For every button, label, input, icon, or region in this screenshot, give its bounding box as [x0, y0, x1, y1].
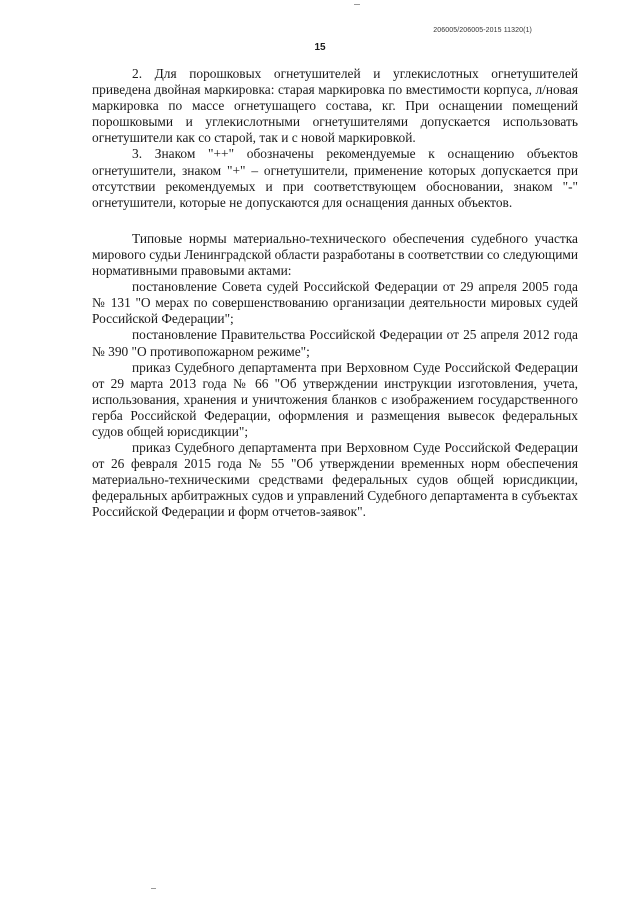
- act-item: постановление Совета судей Российской Федерации от 29 апреля 2005 года № 131 "О мерах по совершенствованию организации деятельности мировых судей Российской Федерации";: [92, 279, 578, 327]
- page-number: 15: [314, 42, 326, 53]
- act-item: приказ Судебного департамента при Верховном Суде Российской Федерации от 29 марта 2013 года № 66 "Об утверждении инструкции изготовления, учета, использования, хранения и уничтожения бланков с изображением государственного герба Российской Федерации, оформления и размещения вывесок федеральных судов общей юрисдикции";: [92, 359, 578, 439]
- act-item: приказ Судебного департамента при Верховном Суде Российской Федерации от 26 февраля 2015 года № 55 "Об утверждении временных норм обеспечения материально-техническими средствами федеральных судов общей юрисдикции, федеральных арбитражных судов и управлений Судебного департамента в субъектах Российской Федерации и форм отчетов-заявок".: [92, 440, 578, 520]
- document-id: 206005/206005-2015 11320(1): [433, 27, 532, 34]
- document-body: [92, 66, 578, 521]
- note-paragraph-3: 3. Знаком "++" обозначены рекомендуемые к оснащению объектов огнетушители, знаком "+" – огнетушители, применение которых допускается при отсутствии рекомендуемых и при соответствующем обосновании, знаком "-" огнетушители, которые не допускаются для оснащения данных объектов.: [92, 146, 578, 210]
- scan-mark: [151, 888, 156, 889]
- act-item: постановление Правительства Российской Федерации от 25 апреля 2012 года № 390 "О противопожарном режиме";: [92, 327, 578, 359]
- intro-paragraph: Типовые нормы материально-технического обеспечения судебного участка мирового судьи Ленинградской области разработаны в соответствии со следующими нормативными правовыми актами:: [92, 230, 578, 279]
- note-paragraph-2: 2. Для порошковых огнетушителей и углекислотных огнетушителей приведена двойная маркировка: старая маркировка по вместимости корпуса, л/новая маркировка по массе огнетушащего состава, кг. При оснащении помещений порошковыми и углекислотными огнетушителями допускается использовать огнетушители как со старой, так и с новой маркировкой.: [92, 66, 578, 146]
- paragraph-gap: [92, 211, 578, 231]
- scan-mark: [354, 4, 360, 5]
